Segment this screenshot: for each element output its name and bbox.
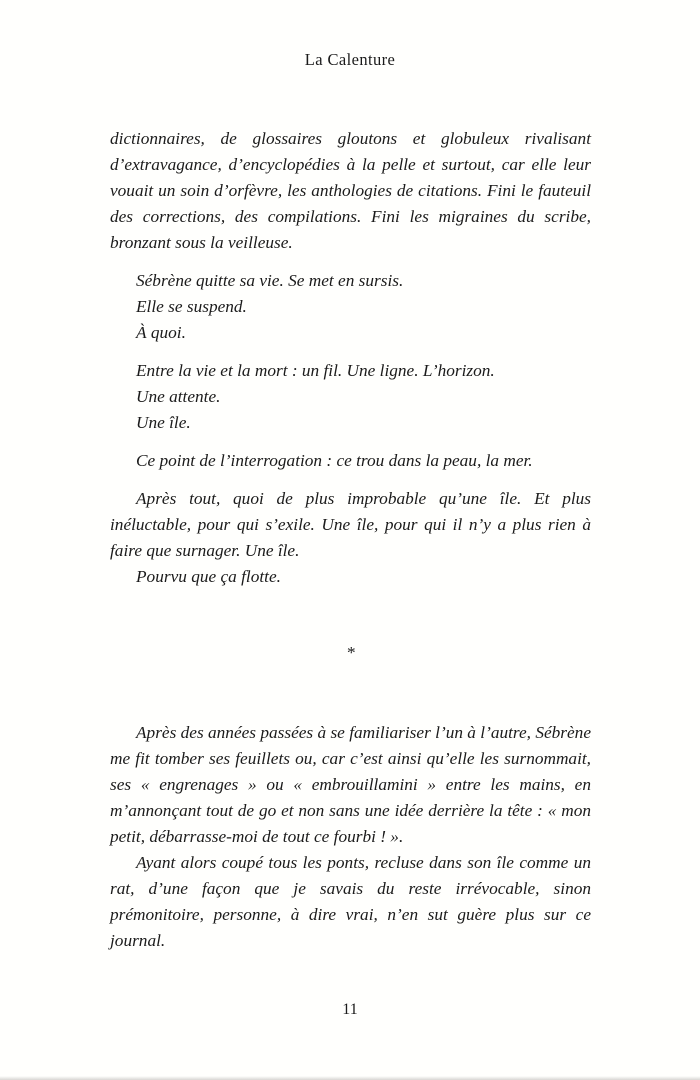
line-group [110,358,591,436]
text-line: Pourvu que ça flotte. [136,567,281,586]
page-footer [0,1001,700,1019]
line-group [110,268,591,346]
line-group [110,448,591,474]
text-line: Ce point de l’interrogation : ce trou dans la peau, la mer. [136,451,533,470]
running-head [0,50,700,70]
line-group [110,564,591,590]
text-line: Entre la vie et la mort : un fil. Une ligne. L’horizon. [136,361,495,380]
paragraph: Ayant alors coupé tous les ponts, recluse dans son île comme un rat, d’une façon que je savais du reste irrévocable, sinon prémonitoire, personne, à dire vrai, n’en sut guère plus sur ce journal. [110,853,591,950]
paragraph: Après tout, quoi de plus improbable qu’une île. Et plus inéluctable, pour qui s’exile. Une île, pour qui il n’y a plus rien à faire que surnager. Une île. [110,489,591,560]
page-number: 11 [342,1001,358,1018]
page-bottom-edge [0,1076,700,1080]
paragraph: dictionnaires, de glossaires gloutons et globuleux rivalisant d’extravagance, d’encyclopédies à la pelle et surtout, car elle leur vouait un soin d’orfèvre, les anthologies de citations. Fini le fauteuil des corrections, des compilations. Fini les migraines du scribe, bronzant sous la veilleuse. [110,129,591,252]
text-column [110,126,591,954]
running-title: La Calenture [304,50,396,69]
paragraph: Après des années passées à se familiariser l’un à l’autre, Sébrène me fit tomber ses feuillets ou, car c’est ainsi qu’elle les surnommait, ses « engrenages » ou « embrouillamini » entre les mains, en m’annonçant tout de go et non sans une idée derrière la tête : « mon petit, débarrasse-moi de tout ce fourbi ! ». [110,723,591,846]
text-line: À quoi. [136,323,186,342]
text-line: Sébrène quitte sa vie. Se met en sursis. [136,271,404,290]
text-line: Une île. [136,413,191,432]
text-line: Elle se suspend. [136,297,247,316]
section-break-asterisk: * [346,643,355,662]
text-line: Une attente. [136,387,221,406]
